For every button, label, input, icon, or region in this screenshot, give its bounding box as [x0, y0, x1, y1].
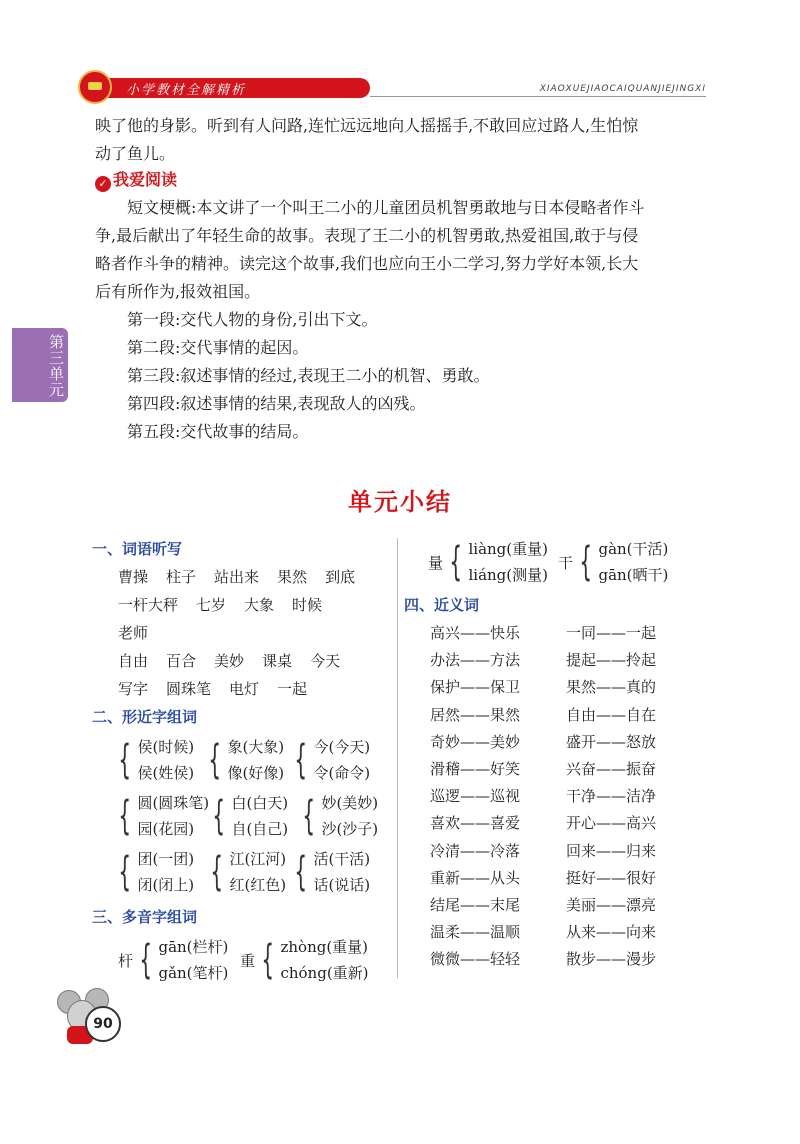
word: 自由 [118, 652, 149, 670]
char-pair-group [296, 790, 378, 842]
word: 写字 [118, 680, 149, 698]
brace-icon: { [210, 849, 224, 895]
synonym-pair: 自由——自在 [566, 705, 657, 724]
synonym-pair: 结尾——末尾 [430, 896, 521, 914]
char-pair-item: 沙(沙子) [321, 820, 379, 838]
polyphone-char: 干 [558, 553, 574, 572]
paragraph-note: 第三段:叙述事情的经过,表现王二小的机智、勇敢。 [127, 366, 490, 385]
synonym-pair: 从来——向来 [566, 923, 657, 942]
char-pair-group [206, 790, 288, 842]
synonym-pair: 冷清——冷落 [430, 841, 521, 860]
polyphone-group [428, 536, 548, 588]
word: 七岁 [196, 596, 227, 614]
summary-line: 略者作斗争的精神。读完这个故事,我们也应向王小二学习,努力学好本领,长大 [95, 254, 639, 273]
char-pair-item: 话(说话) [313, 876, 371, 894]
word: 圆珠笔 [166, 680, 212, 698]
char-pair-group [288, 846, 370, 898]
polyphone-group [118, 934, 228, 986]
char-pair-item: 活(干活) [313, 850, 371, 868]
brace-icon: { [261, 937, 275, 983]
word: 美妙 [214, 652, 245, 670]
word: 电灯 [229, 680, 260, 698]
brace-icon: { [208, 737, 222, 783]
char-pair-item: 江(江河) [229, 850, 287, 868]
synonym-pair: 回来——归来 [566, 841, 657, 860]
text-line: 动了鱼儿。 [95, 144, 176, 163]
word-row [118, 566, 373, 587]
text-line: 映了他的身影。听到有人问路,连忙远远地向人摇摇手,不敢回应过路人,生怕惊 [95, 116, 639, 135]
word-row [118, 622, 166, 643]
unit-summary-title: 单元小结 [348, 488, 452, 516]
word: 百合 [166, 652, 197, 670]
char-pair-item: 白(白天) [231, 794, 289, 812]
polyphone-item: liáng(测量) [468, 566, 548, 584]
word: 大象 [244, 596, 275, 614]
char-pair-group [112, 790, 209, 842]
polyphone-group [240, 934, 369, 986]
synonym-pair: 巡逻——巡视 [430, 787, 521, 806]
reading-heading [95, 166, 695, 194]
section-1-heading: 一、词语听写 [92, 540, 183, 558]
synonym-pair: 挺好——很好 [566, 868, 657, 887]
paragraph-note: 第五段:交代故事的结局。 [127, 422, 309, 441]
paragraph-note: 第二段:交代事情的起因。 [127, 338, 309, 357]
word: 课桌 [262, 652, 293, 670]
paragraph-note: 第一段:交代人物的身份,引出下文。 [127, 310, 378, 329]
brace-icon: { [449, 539, 463, 585]
check-icon: ✓ [95, 176, 111, 192]
char-pair-item: 自(自己) [231, 820, 289, 838]
polyphone-item: liàng(重量) [468, 540, 548, 558]
word: 果然 [277, 568, 308, 586]
char-pair-group [288, 734, 370, 786]
summary-line: 短文梗概:本文讲了一个叫王二小的儿童团员机智勇敢地与日本侵略者作斗 [127, 198, 645, 217]
synonym-pair: 提起——拎起 [566, 651, 657, 670]
synonym-pair: 居然——果然 [430, 705, 521, 724]
word-row [118, 678, 325, 699]
char-pair-group [112, 846, 194, 898]
synonym-pair: 一同——一起 [566, 624, 657, 642]
unit-side-tab [12, 328, 68, 402]
synonym-pair: 干净——洁净 [566, 787, 657, 806]
header-title: 小学教材全解精析 [126, 83, 247, 98]
synonym-pair: 高兴——快乐 [430, 624, 521, 642]
char-pair-item: 侯(姓侯) [137, 764, 195, 782]
word: 一起 [277, 680, 308, 698]
word: 柱子 [166, 568, 197, 586]
header-pinyin: XIAOXUEJIAOCAIQUANJIEJINGXI [539, 84, 706, 94]
brace-icon: { [212, 793, 226, 839]
page-number: 90 [85, 1006, 121, 1042]
word: 到底 [325, 568, 356, 586]
reading-section [95, 166, 695, 446]
brace-icon: { [118, 793, 132, 839]
brace-icon: { [294, 849, 308, 895]
polyphone-item: gàn(干活) [598, 540, 669, 558]
section-4-heading: 四、近义词 [404, 596, 480, 614]
summary-line: 后有所作为,报效祖国。 [95, 282, 261, 301]
brace-icon: { [118, 737, 132, 783]
synonym-pair: 重新——从头 [430, 868, 521, 887]
char-pair-item: 今(今天) [313, 738, 371, 756]
section-3-heading: 三、多音字组词 [92, 908, 198, 926]
synonym-pair: 温柔——温顺 [430, 923, 521, 942]
top-paragraph [95, 112, 695, 168]
char-pair-item: 侯(时候) [137, 738, 195, 756]
logo-badge-icon [78, 70, 112, 104]
synonym-pair: 喜欢——喜爱 [430, 814, 521, 833]
synonym-pair: 奇妙——美妙 [430, 732, 521, 751]
synonym-pair: 滑稽——好笑 [430, 760, 521, 778]
char-pair-item: 令(命令) [313, 764, 371, 782]
polyphone-char: 重 [240, 951, 256, 970]
header-rule [370, 96, 706, 97]
reading-heading-text: 我爱阅读 [113, 170, 178, 189]
synonym-pair: 开心——高兴 [566, 814, 657, 833]
brace-icon: { [302, 793, 316, 839]
summary-line: 争,最后献出了年轻生命的故事。表现了王二小的机智勇敢,热爱祖国,敢于与侵 [95, 226, 639, 245]
char-pair-item: 像(好像) [227, 764, 285, 782]
synonym-pair: 办法——方法 [430, 651, 521, 670]
word: 站出来 [214, 568, 260, 586]
synonym-pair: 盛开——怒放 [566, 732, 657, 751]
brace-icon: { [579, 539, 593, 585]
brace-icon: { [118, 849, 132, 895]
polyphone-item: gān(栏杆) [158, 938, 229, 956]
word: 曹操 [118, 568, 149, 586]
char-pair-item: 象(大象) [227, 738, 285, 756]
brace-icon: { [294, 737, 308, 783]
synonym-pair: 保护——保卫 [430, 678, 521, 697]
synonym-pair: 兴奋——振奋 [566, 760, 657, 778]
char-pair-item: 妙(美妙) [321, 794, 379, 812]
page-footer [55, 990, 135, 1050]
char-pair-group [204, 846, 286, 898]
word: 今天 [310, 652, 341, 670]
column-divider [397, 538, 398, 978]
word-row [118, 650, 358, 671]
polyphone-item: zhòng(重量) [280, 938, 369, 956]
polyphone-char: 杆 [118, 951, 134, 970]
polyphone-group [558, 536, 668, 588]
polyphone-char: 量 [428, 553, 444, 572]
page-header [78, 70, 706, 100]
char-pair-item: 闭(闭上) [137, 876, 195, 894]
section-2-heading: 二、形近字组词 [92, 708, 198, 726]
char-pair-item: 红(红色) [229, 876, 287, 894]
polyphone-item: chóng(重新) [280, 964, 369, 982]
synonym-pair: 美丽——漂亮 [566, 896, 657, 914]
word: 一杆大秤 [118, 596, 179, 614]
polyphone-item: gān(晒干) [598, 566, 669, 584]
synonym-pair: 微微——轻轻 [430, 950, 521, 969]
side-tab-label: 第三单元 [47, 334, 65, 398]
char-pair-item: 团(一团) [137, 850, 195, 868]
synonym-pair: 散步——漫步 [566, 950, 657, 969]
char-pair-group [202, 734, 284, 786]
char-pair-item: 园(花园) [137, 820, 195, 838]
word: 老师 [118, 624, 149, 642]
word: 时候 [292, 596, 323, 614]
char-pair-item: 圆(圆珠笔) [137, 794, 210, 812]
brace-icon: { [139, 937, 153, 983]
word-row [118, 594, 340, 615]
synonym-pair: 果然——真的 [566, 678, 657, 697]
polyphone-item: gǎn(笔杆) [158, 964, 229, 982]
char-pair-group [112, 734, 194, 786]
paragraph-note: 第四段:叙述事情的结果,表现敌人的凶残。 [127, 394, 426, 413]
